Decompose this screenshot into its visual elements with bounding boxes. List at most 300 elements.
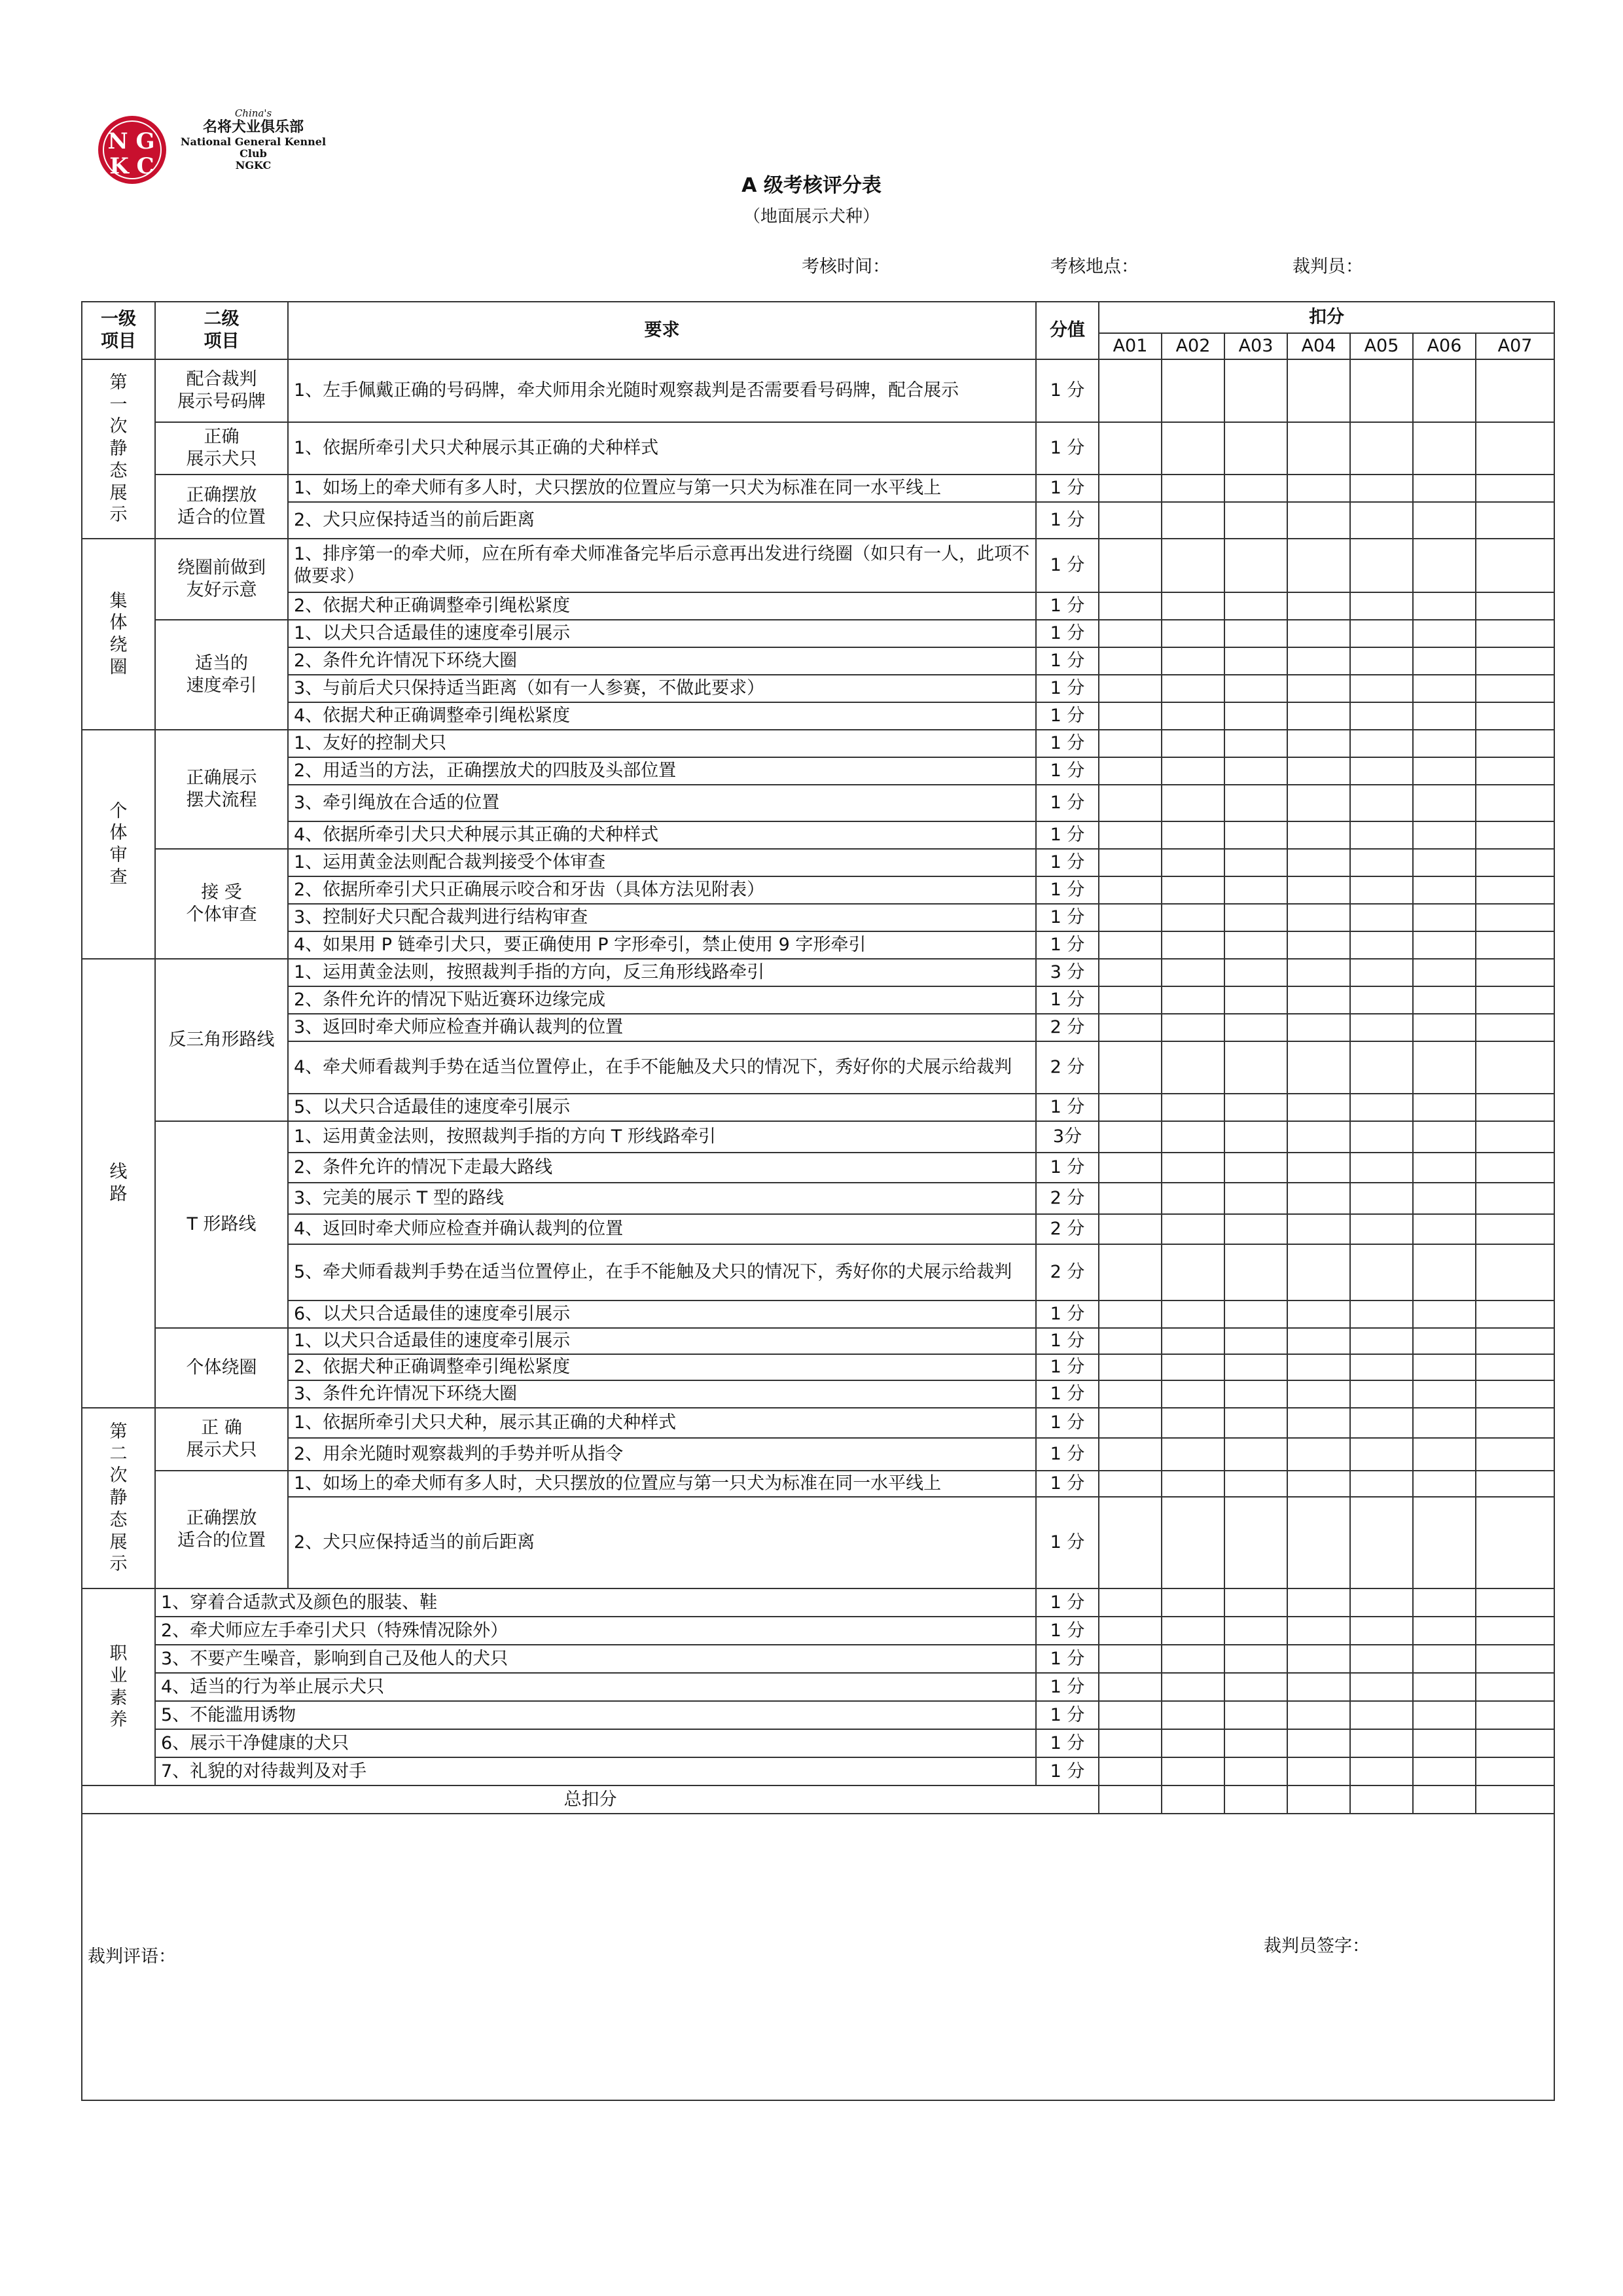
- deduction-cell[interactable]: [1099, 1729, 1162, 1757]
- deduction-cell[interactable]: [1162, 785, 1224, 821]
- deduction-cell[interactable]: [1413, 1408, 1476, 1438]
- deduction-cell[interactable]: [1099, 986, 1162, 1014]
- deduction-cell[interactable]: [1476, 849, 1554, 876]
- deduction-cell[interactable]: [1224, 730, 1287, 757]
- deduction-cell[interactable]: [1413, 1041, 1476, 1094]
- deduction-cell[interactable]: [1287, 1121, 1350, 1153]
- deduction-cell[interactable]: [1224, 592, 1287, 620]
- deduction-cell[interactable]: [1162, 931, 1224, 959]
- deduction-cell[interactable]: [1350, 647, 1413, 675]
- deduction-cell[interactable]: [1162, 1617, 1224, 1645]
- deduction-cell[interactable]: [1099, 539, 1162, 592]
- deduction-cell[interactable]: [1224, 1300, 1287, 1328]
- deduction-cell[interactable]: [1413, 1300, 1476, 1328]
- deduction-cell[interactable]: [1099, 1014, 1162, 1041]
- deduction-cell[interactable]: [1099, 1757, 1162, 1785]
- deduction-cell[interactable]: [1224, 502, 1287, 539]
- deduction-cell[interactable]: [1099, 931, 1162, 959]
- deduction-cell[interactable]: [1350, 1214, 1413, 1244]
- deduction-cell[interactable]: [1476, 876, 1554, 904]
- deduction-cell[interactable]: [1476, 730, 1554, 757]
- deduction-cell[interactable]: [1224, 1094, 1287, 1121]
- deduction-cell[interactable]: [1287, 849, 1350, 876]
- deduction-cell[interactable]: [1099, 730, 1162, 757]
- deduction-cell[interactable]: [1099, 1183, 1162, 1214]
- deduction-cell[interactable]: [1350, 1588, 1413, 1617]
- deduction-cell[interactable]: [1162, 1153, 1224, 1183]
- deduction-cell[interactable]: [1224, 675, 1287, 702]
- deduction-cell[interactable]: [1476, 1214, 1554, 1244]
- deduction-cell[interactable]: [1350, 730, 1413, 757]
- deduction-cell[interactable]: [1287, 502, 1350, 539]
- deduction-cell[interactable]: [1350, 1014, 1413, 1041]
- deduction-cell[interactable]: [1350, 620, 1413, 647]
- deduction-cell[interactable]: [1224, 757, 1287, 785]
- deduction-cell[interactable]: [1162, 1183, 1224, 1214]
- deduction-cell[interactable]: [1224, 539, 1287, 592]
- deduction-cell[interactable]: [1476, 1121, 1554, 1153]
- deduction-cell[interactable]: [1224, 931, 1287, 959]
- deduction-cell[interactable]: [1350, 1380, 1413, 1408]
- deduction-cell[interactable]: [1350, 675, 1413, 702]
- deduction-cell[interactable]: [1413, 1094, 1476, 1121]
- deduction-cell[interactable]: [1162, 1757, 1224, 1785]
- deduction-cell[interactable]: [1476, 1617, 1554, 1645]
- deduction-cell[interactable]: [1476, 1701, 1554, 1729]
- deduction-cell[interactable]: [1224, 1588, 1287, 1617]
- deduction-cell[interactable]: [1099, 1617, 1162, 1645]
- deduction-cell[interactable]: [1413, 647, 1476, 675]
- deduction-cell[interactable]: [1476, 1497, 1554, 1588]
- deduction-cell[interactable]: [1224, 1408, 1287, 1438]
- deduction-cell[interactable]: [1413, 1214, 1476, 1244]
- deduction-cell[interactable]: [1224, 1354, 1287, 1380]
- deduction-cell[interactable]: [1287, 702, 1350, 730]
- deduction-cell[interactable]: [1224, 1041, 1287, 1094]
- deduction-cell[interactable]: [1350, 821, 1413, 849]
- deduction-cell[interactable]: [1350, 986, 1413, 1014]
- deduction-cell[interactable]: [1413, 1380, 1476, 1408]
- deduction-cell[interactable]: [1350, 1645, 1413, 1673]
- deduction-cell[interactable]: [1099, 904, 1162, 931]
- deduction-cell[interactable]: [1162, 1701, 1224, 1729]
- deduction-cell[interactable]: [1224, 1497, 1287, 1588]
- deduction-cell[interactable]: [1099, 1380, 1162, 1408]
- deduction-cell[interactable]: [1350, 1497, 1413, 1588]
- deduction-cell[interactable]: [1162, 1244, 1224, 1300]
- deduction-cell[interactable]: [1162, 1588, 1224, 1617]
- deduction-cell[interactable]: [1099, 422, 1162, 475]
- deduction-cell[interactable]: [1099, 502, 1162, 539]
- deduction-cell[interactable]: [1099, 620, 1162, 647]
- deduction-cell[interactable]: [1224, 1701, 1287, 1729]
- deduction-cell[interactable]: [1224, 1471, 1287, 1497]
- deduction-cell[interactable]: [1162, 821, 1224, 849]
- deduction-cell[interactable]: [1476, 1645, 1554, 1673]
- deduction-cell[interactable]: [1287, 1617, 1350, 1645]
- deduction-cell[interactable]: [1162, 702, 1224, 730]
- deduction-cell[interactable]: [1476, 1438, 1554, 1471]
- deduction-cell[interactable]: [1099, 1354, 1162, 1380]
- deduction-cell[interactable]: [1162, 502, 1224, 539]
- deduction-cell[interactable]: [1287, 1041, 1350, 1094]
- deduction-cell[interactable]: [1224, 1328, 1287, 1354]
- deduction-cell[interactable]: [1224, 1757, 1287, 1785]
- deduction-cell[interactable]: [1224, 422, 1287, 475]
- deduction-cell[interactable]: [1287, 986, 1350, 1014]
- deduction-cell[interactable]: [1476, 359, 1554, 422]
- deduction-cell[interactable]: [1287, 1244, 1350, 1300]
- deduction-cell[interactable]: [1287, 1380, 1350, 1408]
- deduction-cell[interactable]: [1413, 730, 1476, 757]
- deduction-cell[interactable]: [1099, 1300, 1162, 1328]
- deduction-cell[interactable]: [1476, 1153, 1554, 1183]
- deduction-cell[interactable]: [1287, 904, 1350, 931]
- deduction-cell[interactable]: [1476, 904, 1554, 931]
- deduction-cell[interactable]: [1350, 1438, 1413, 1471]
- deduction-cell[interactable]: [1162, 422, 1224, 475]
- deduction-cell[interactable]: [1099, 1701, 1162, 1729]
- deduction-cell[interactable]: [1350, 1300, 1413, 1328]
- deduction-cell[interactable]: [1162, 1380, 1224, 1408]
- deduction-cell[interactable]: [1224, 1121, 1287, 1153]
- deduction-cell[interactable]: [1413, 876, 1476, 904]
- deduction-cell[interactable]: [1287, 1214, 1350, 1244]
- deduction-cell[interactable]: [1287, 1729, 1350, 1757]
- deduction-cell[interactable]: [1350, 1041, 1413, 1094]
- deduction-cell[interactable]: [1413, 849, 1476, 876]
- deduction-cell[interactable]: [1224, 821, 1287, 849]
- deduction-cell[interactable]: [1413, 785, 1476, 821]
- deduction-cell[interactable]: [1413, 1785, 1476, 1814]
- deduction-cell[interactable]: [1099, 1785, 1162, 1814]
- deduction-cell[interactable]: [1350, 1617, 1413, 1645]
- deduction-cell[interactable]: [1413, 1701, 1476, 1729]
- deduction-cell[interactable]: [1413, 539, 1476, 592]
- deduction-cell[interactable]: [1350, 592, 1413, 620]
- deduction-cell[interactable]: [1162, 675, 1224, 702]
- deduction-cell[interactable]: [1413, 1729, 1476, 1757]
- deduction-cell[interactable]: [1413, 986, 1476, 1014]
- deduction-cell[interactable]: [1413, 359, 1476, 422]
- deduction-cell[interactable]: [1287, 959, 1350, 986]
- deduction-cell[interactable]: [1350, 1757, 1413, 1785]
- deduction-cell[interactable]: [1099, 1214, 1162, 1244]
- deduction-cell[interactable]: [1413, 1757, 1476, 1785]
- deduction-cell[interactable]: [1476, 422, 1554, 475]
- deduction-cell[interactable]: [1099, 1244, 1162, 1300]
- deduction-cell[interactable]: [1224, 1729, 1287, 1757]
- deduction-cell[interactable]: [1476, 931, 1554, 959]
- deduction-cell[interactable]: [1413, 422, 1476, 475]
- deduction-cell[interactable]: [1476, 1354, 1554, 1380]
- deduction-cell[interactable]: [1162, 1328, 1224, 1354]
- deduction-cell[interactable]: [1413, 904, 1476, 931]
- deduction-cell[interactable]: [1287, 1497, 1350, 1588]
- deduction-cell[interactable]: [1287, 785, 1350, 821]
- deduction-cell[interactable]: [1099, 359, 1162, 422]
- deduction-cell[interactable]: [1287, 1471, 1350, 1497]
- deduction-cell[interactable]: [1287, 730, 1350, 757]
- deduction-cell[interactable]: [1287, 1673, 1350, 1701]
- deduction-cell[interactable]: [1413, 1354, 1476, 1380]
- deduction-cell[interactable]: [1476, 1014, 1554, 1041]
- deduction-cell[interactable]: [1476, 475, 1554, 502]
- deduction-cell[interactable]: [1350, 1673, 1413, 1701]
- deduction-cell[interactable]: [1224, 959, 1287, 986]
- deduction-cell[interactable]: [1162, 1645, 1224, 1673]
- deduction-cell[interactable]: [1162, 986, 1224, 1014]
- deduction-cell[interactable]: [1413, 1244, 1476, 1300]
- deduction-cell[interactable]: [1224, 986, 1287, 1014]
- deduction-cell[interactable]: [1413, 592, 1476, 620]
- deduction-cell[interactable]: [1224, 1673, 1287, 1701]
- deduction-cell[interactable]: [1476, 785, 1554, 821]
- deduction-cell[interactable]: [1413, 620, 1476, 647]
- deduction-cell[interactable]: [1476, 1041, 1554, 1094]
- deduction-cell[interactable]: [1162, 1673, 1224, 1701]
- deduction-cell[interactable]: [1162, 1214, 1224, 1244]
- deduction-cell[interactable]: [1224, 702, 1287, 730]
- judge-comments-box[interactable]: [82, 1814, 1554, 2100]
- deduction-cell[interactable]: [1224, 475, 1287, 502]
- deduction-cell[interactable]: [1162, 1300, 1224, 1328]
- judge-name-field[interactable]: 裁判员：: [1293, 257, 1363, 277]
- deduction-cell[interactable]: [1287, 876, 1350, 904]
- deduction-cell[interactable]: [1099, 849, 1162, 876]
- deduction-cell[interactable]: [1350, 849, 1413, 876]
- deduction-cell[interactable]: [1476, 1094, 1554, 1121]
- deduction-cell[interactable]: [1350, 1408, 1413, 1438]
- deduction-cell[interactable]: [1413, 959, 1476, 986]
- deduction-cell[interactable]: [1287, 1183, 1350, 1214]
- deduction-cell[interactable]: [1162, 1497, 1224, 1588]
- deduction-cell[interactable]: [1476, 1729, 1554, 1757]
- deduction-cell[interactable]: [1476, 675, 1554, 702]
- deduction-cell[interactable]: [1099, 1497, 1162, 1588]
- deduction-cell[interactable]: [1287, 1354, 1350, 1380]
- deduction-cell[interactable]: [1224, 1645, 1287, 1673]
- deduction-cell[interactable]: [1476, 1757, 1554, 1785]
- deduction-cell[interactable]: [1099, 1121, 1162, 1153]
- deduction-cell[interactable]: [1099, 1645, 1162, 1673]
- deduction-cell[interactable]: [1476, 539, 1554, 592]
- deduction-cell[interactable]: [1162, 475, 1224, 502]
- deduction-cell[interactable]: [1224, 1153, 1287, 1183]
- deduction-cell[interactable]: [1287, 1438, 1350, 1471]
- deduction-cell[interactable]: [1162, 1041, 1224, 1094]
- deduction-cell[interactable]: [1476, 959, 1554, 986]
- deduction-cell[interactable]: [1287, 931, 1350, 959]
- deduction-cell[interactable]: [1350, 1729, 1413, 1757]
- deduction-cell[interactable]: [1162, 1408, 1224, 1438]
- deduction-cell[interactable]: [1099, 1153, 1162, 1183]
- deduction-cell[interactable]: [1224, 849, 1287, 876]
- deduction-cell[interactable]: [1350, 502, 1413, 539]
- deduction-cell[interactable]: [1350, 785, 1413, 821]
- deduction-cell[interactable]: [1224, 785, 1287, 821]
- deduction-cell[interactable]: [1350, 931, 1413, 959]
- deduction-cell[interactable]: [1413, 1588, 1476, 1617]
- deduction-cell[interactable]: [1099, 1588, 1162, 1617]
- deduction-cell[interactable]: [1476, 986, 1554, 1014]
- deduction-cell[interactable]: [1350, 959, 1413, 986]
- deduction-cell[interactable]: [1350, 1471, 1413, 1497]
- deduction-cell[interactable]: [1350, 1153, 1413, 1183]
- deduction-cell[interactable]: [1413, 1673, 1476, 1701]
- exam-location-field[interactable]: 考核地点：: [1050, 257, 1139, 277]
- deduction-cell[interactable]: [1162, 1471, 1224, 1497]
- deduction-cell[interactable]: [1099, 1408, 1162, 1438]
- deduction-cell[interactable]: [1287, 821, 1350, 849]
- deduction-cell[interactable]: [1413, 1153, 1476, 1183]
- deduction-cell[interactable]: [1162, 1438, 1224, 1471]
- exam-time-field[interactable]: 考核时间：: [802, 257, 890, 277]
- deduction-cell[interactable]: [1287, 422, 1350, 475]
- deduction-cell[interactable]: [1476, 1408, 1554, 1438]
- deduction-cell[interactable]: [1413, 1471, 1476, 1497]
- deduction-cell[interactable]: [1099, 1673, 1162, 1701]
- deduction-cell[interactable]: [1224, 1214, 1287, 1244]
- deduction-cell[interactable]: [1413, 1121, 1476, 1153]
- deduction-cell[interactable]: [1350, 1701, 1413, 1729]
- deduction-cell[interactable]: [1099, 785, 1162, 821]
- deduction-cell[interactable]: [1476, 757, 1554, 785]
- deduction-cell[interactable]: [1162, 1785, 1224, 1814]
- deduction-cell[interactable]: [1099, 1438, 1162, 1471]
- deduction-cell[interactable]: [1162, 1729, 1224, 1757]
- deduction-cell[interactable]: [1413, 821, 1476, 849]
- deduction-cell[interactable]: [1350, 1328, 1413, 1354]
- deduction-cell[interactable]: [1413, 1617, 1476, 1645]
- deduction-cell[interactable]: [1224, 1183, 1287, 1214]
- deduction-cell[interactable]: [1287, 620, 1350, 647]
- deduction-cell[interactable]: [1476, 502, 1554, 539]
- deduction-cell[interactable]: [1476, 702, 1554, 730]
- deduction-cell[interactable]: [1413, 502, 1476, 539]
- deduction-cell[interactable]: [1162, 876, 1224, 904]
- deduction-cell[interactable]: [1350, 1121, 1413, 1153]
- deduction-cell[interactable]: [1224, 1014, 1287, 1041]
- deduction-cell[interactable]: [1287, 475, 1350, 502]
- deduction-cell[interactable]: [1476, 592, 1554, 620]
- deduction-cell[interactable]: [1162, 849, 1224, 876]
- deduction-cell[interactable]: [1224, 1617, 1287, 1645]
- deduction-cell[interactable]: [1413, 757, 1476, 785]
- deduction-cell[interactable]: [1099, 1471, 1162, 1497]
- deduction-cell[interactable]: [1476, 1673, 1554, 1701]
- deduction-cell[interactable]: [1287, 1588, 1350, 1617]
- deduction-cell[interactable]: [1287, 1014, 1350, 1041]
- deduction-cell[interactable]: [1476, 1183, 1554, 1214]
- deduction-cell[interactable]: [1287, 1645, 1350, 1673]
- deduction-cell[interactable]: [1099, 675, 1162, 702]
- deduction-cell[interactable]: [1350, 1785, 1413, 1814]
- deduction-cell[interactable]: [1162, 1354, 1224, 1380]
- deduction-cell[interactable]: [1162, 359, 1224, 422]
- deduction-cell[interactable]: [1476, 1785, 1554, 1814]
- deduction-cell[interactable]: [1099, 757, 1162, 785]
- deduction-cell[interactable]: [1476, 821, 1554, 849]
- deduction-cell[interactable]: [1099, 876, 1162, 904]
- deduction-cell[interactable]: [1350, 475, 1413, 502]
- deduction-cell[interactable]: [1413, 1328, 1476, 1354]
- deduction-cell[interactable]: [1162, 539, 1224, 592]
- deduction-cell[interactable]: [1413, 675, 1476, 702]
- deduction-cell[interactable]: [1099, 647, 1162, 675]
- deduction-cell[interactable]: [1413, 1497, 1476, 1588]
- deduction-cell[interactable]: [1413, 1645, 1476, 1673]
- deduction-cell[interactable]: [1162, 647, 1224, 675]
- deduction-cell[interactable]: [1350, 876, 1413, 904]
- deduction-cell[interactable]: [1162, 904, 1224, 931]
- deduction-cell[interactable]: [1350, 1354, 1413, 1380]
- deduction-cell[interactable]: [1224, 876, 1287, 904]
- deduction-cell[interactable]: [1287, 1785, 1350, 1814]
- deduction-cell[interactable]: [1162, 959, 1224, 986]
- deduction-cell[interactable]: [1162, 730, 1224, 757]
- deduction-cell[interactable]: [1287, 592, 1350, 620]
- deduction-cell[interactable]: [1099, 821, 1162, 849]
- deduction-cell[interactable]: [1287, 757, 1350, 785]
- deduction-cell[interactable]: [1476, 1300, 1554, 1328]
- deduction-cell[interactable]: [1287, 1153, 1350, 1183]
- deduction-cell[interactable]: [1224, 1438, 1287, 1471]
- deduction-cell[interactable]: [1350, 1183, 1413, 1214]
- deduction-cell[interactable]: [1224, 1244, 1287, 1300]
- deduction-cell[interactable]: [1287, 1328, 1350, 1354]
- deduction-cell[interactable]: [1350, 539, 1413, 592]
- deduction-cell[interactable]: [1287, 539, 1350, 592]
- deduction-cell[interactable]: [1224, 904, 1287, 931]
- deduction-cell[interactable]: [1287, 1408, 1350, 1438]
- deduction-cell[interactable]: [1413, 1438, 1476, 1471]
- deduction-cell[interactable]: [1476, 1380, 1554, 1408]
- deduction-cell[interactable]: [1413, 931, 1476, 959]
- deduction-cell[interactable]: [1099, 1041, 1162, 1094]
- deduction-cell[interactable]: [1162, 592, 1224, 620]
- deduction-cell[interactable]: [1162, 757, 1224, 785]
- deduction-cell[interactable]: [1099, 702, 1162, 730]
- deduction-cell[interactable]: [1476, 620, 1554, 647]
- deduction-cell[interactable]: [1099, 475, 1162, 502]
- deduction-cell[interactable]: [1350, 904, 1413, 931]
- deduction-cell[interactable]: [1162, 1094, 1224, 1121]
- deduction-cell[interactable]: [1287, 1094, 1350, 1121]
- deduction-cell[interactable]: [1099, 1328, 1162, 1354]
- deduction-cell[interactable]: [1099, 592, 1162, 620]
- deduction-cell[interactable]: [1099, 1094, 1162, 1121]
- deduction-cell[interactable]: [1413, 475, 1476, 502]
- deduction-cell[interactable]: [1476, 1471, 1554, 1497]
- deduction-cell[interactable]: [1287, 675, 1350, 702]
- deduction-cell[interactable]: [1287, 1757, 1350, 1785]
- deduction-cell[interactable]: [1224, 647, 1287, 675]
- deduction-cell[interactable]: [1476, 1244, 1554, 1300]
- deduction-cell[interactable]: [1413, 702, 1476, 730]
- deduction-cell[interactable]: [1287, 647, 1350, 675]
- deduction-cell[interactable]: [1350, 702, 1413, 730]
- deduction-cell[interactable]: [1162, 1014, 1224, 1041]
- deduction-cell[interactable]: [1413, 1183, 1476, 1214]
- deduction-cell[interactable]: [1350, 757, 1413, 785]
- deduction-cell[interactable]: [1224, 620, 1287, 647]
- deduction-cell[interactable]: [1162, 620, 1224, 647]
- deduction-cell[interactable]: [1287, 1701, 1350, 1729]
- judge-signature-field[interactable]: 裁判员签字：: [1264, 1936, 1370, 1956]
- deduction-cell[interactable]: [1099, 959, 1162, 986]
- deduction-cell[interactable]: [1350, 359, 1413, 422]
